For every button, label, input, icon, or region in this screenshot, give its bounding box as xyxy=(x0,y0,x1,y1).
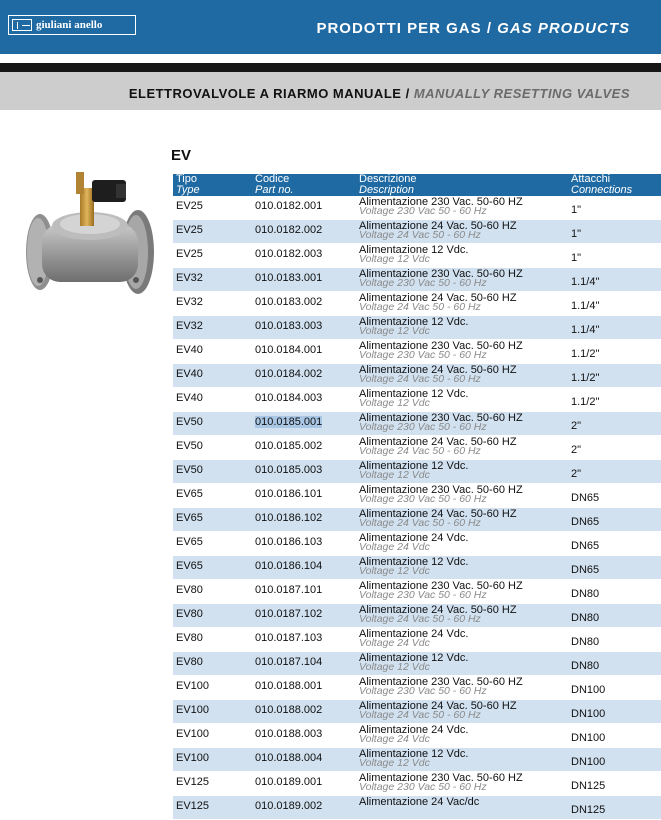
cell-type-text: EV50 xyxy=(176,464,203,476)
cell-connections-text: 1" xyxy=(571,204,582,216)
product-table xyxy=(173,174,661,820)
cell-code-text: 010.0187.104 xyxy=(255,656,323,668)
cell-connections xyxy=(571,564,599,576)
description-en: Voltage 24 Vdc xyxy=(359,637,430,649)
page-title-it: PRODOTTI PER GAS xyxy=(316,20,482,37)
description-it: Alimentazione 24 Vdc. xyxy=(359,628,469,640)
cell-type-text: EV25 xyxy=(176,224,203,236)
section-title: EV xyxy=(171,147,192,164)
cell-code-text: 010.0188.001 xyxy=(255,680,323,692)
description-en: Voltage 24 Vac 50 - 60 Hz xyxy=(359,517,481,529)
cell-description xyxy=(359,222,517,240)
cell-type-text: EV40 xyxy=(176,344,203,356)
cell-connections-text: DN65 xyxy=(571,540,600,552)
cell-description xyxy=(359,198,523,216)
table-row[interactable] xyxy=(173,700,661,724)
cell-connections xyxy=(571,780,605,792)
description-it: Alimentazione 12 Vdc. xyxy=(359,316,469,328)
cell-type xyxy=(176,608,203,620)
description-it: Alimentazione 24 Vac. 50-60 HZ xyxy=(359,220,517,232)
brand-logo-icon xyxy=(12,19,32,31)
cell-connections xyxy=(571,300,599,312)
description-it: Alimentazione 12 Vdc. xyxy=(359,748,469,760)
cell-code-text: 010.0188.002 xyxy=(255,704,323,716)
cell-code-text: 010.0182.003 xyxy=(255,248,323,260)
cell-connections-text: DN65 xyxy=(571,492,600,504)
cell-connections-text: 2" xyxy=(571,444,582,456)
cell-connections xyxy=(571,204,581,216)
header-divider xyxy=(0,63,661,72)
cell-connections xyxy=(571,276,599,288)
cell-code-text: 010.0185.003 xyxy=(255,464,323,476)
cell-code-text: 010.0188.003 xyxy=(255,728,323,740)
description-en: Voltage 230 Vac 50 - 60 Hz xyxy=(359,349,487,361)
cell-connections-text: DN80 xyxy=(571,612,600,624)
cell-type xyxy=(176,488,203,500)
cell-type-text: EV65 xyxy=(176,536,203,548)
cell-connections-text: DN80 xyxy=(571,588,600,600)
cell-connections xyxy=(571,540,599,552)
col-header-type-en: Type xyxy=(176,184,200,196)
col-header-connections xyxy=(571,174,632,196)
cell-type-text: EV40 xyxy=(176,368,203,380)
cell-type-text: EV100 xyxy=(176,752,210,764)
description-en: Voltage 12 Vdc xyxy=(359,661,430,673)
cell-code xyxy=(255,488,322,500)
subheader-title xyxy=(129,86,630,101)
cell-type-text: EV80 xyxy=(176,608,203,620)
cell-description xyxy=(359,318,468,336)
cell-code xyxy=(255,200,322,212)
cell-connections xyxy=(571,732,605,744)
cell-code xyxy=(255,320,322,332)
subheader-title-it: ELETTROVALVOLE A RIARMO MANUALE xyxy=(128,86,402,101)
cell-description xyxy=(359,654,468,672)
description-it: Alimentazione 24 Vac. 50-60 HZ xyxy=(359,604,517,616)
cell-type xyxy=(176,536,203,548)
cell-code-text: 010.0183.003 xyxy=(255,320,323,332)
cell-description xyxy=(359,774,523,792)
cell-connections-text: 1.1/2" xyxy=(571,372,600,384)
brand-name: giuliani anello xyxy=(36,19,103,31)
description-it: Alimentazione 230 Vac. 50-60 HZ xyxy=(359,772,523,784)
table-row[interactable] xyxy=(173,628,661,652)
cell-connections-text: 2" xyxy=(571,468,582,480)
cell-type-text: EV40 xyxy=(176,392,203,404)
cell-type-text: EV25 xyxy=(176,200,203,212)
description-en: Voltage 24 Vac 50 - 60 Hz xyxy=(359,229,481,241)
description-it: Alimentazione 12 Vdc. xyxy=(359,652,469,664)
col-header-code-en: Part no. xyxy=(255,184,294,196)
cell-description xyxy=(359,702,517,720)
cell-description xyxy=(359,462,468,480)
description-it: Alimentazione 24 Vdc. xyxy=(359,532,469,544)
page-title xyxy=(316,20,630,37)
cell-connections-text: DN125 xyxy=(571,804,606,816)
col-header-code-it: Codice xyxy=(255,173,290,185)
cell-connections-text: DN80 xyxy=(571,660,600,672)
cell-type xyxy=(176,512,203,524)
cell-type-text: EV50 xyxy=(176,416,203,428)
cell-code xyxy=(255,680,322,692)
cell-connections xyxy=(571,324,599,336)
description-it: Alimentazione 12 Vdc. xyxy=(359,556,469,568)
description-en: Voltage 12 Vdc xyxy=(359,757,430,769)
brand-logo[interactable] xyxy=(8,15,136,35)
cell-type xyxy=(176,704,209,716)
cell-type xyxy=(176,296,203,308)
table-row[interactable] xyxy=(173,340,661,364)
cell-code-text: 010.0187.101 xyxy=(255,584,323,596)
description-en: Voltage 12 Vdc xyxy=(359,565,430,577)
cell-description xyxy=(359,558,468,576)
cell-description xyxy=(359,798,479,807)
col-header-description-it: Descrizione xyxy=(359,173,417,185)
cell-connections xyxy=(571,252,581,264)
col-header-description xyxy=(359,174,416,196)
cell-type xyxy=(176,752,209,764)
table-row[interactable] xyxy=(173,556,661,580)
description-en: Voltage 230 Vac 50 - 60 Hz xyxy=(359,421,487,433)
cell-code-text: 010.0187.103 xyxy=(255,632,323,644)
cell-connections xyxy=(571,708,605,720)
cell-type xyxy=(176,464,203,476)
cell-type-text: EV80 xyxy=(176,632,203,644)
cell-description xyxy=(359,750,468,768)
description-it: Alimentazione 12 Vdc. xyxy=(359,244,469,256)
cell-type xyxy=(176,344,203,356)
cell-connections-text: DN125 xyxy=(571,780,606,792)
table-row[interactable] xyxy=(173,460,661,484)
cell-description xyxy=(359,630,468,648)
cell-description xyxy=(359,486,523,504)
description-it: Alimentazione 230 Vac. 50-60 HZ xyxy=(359,484,523,496)
cell-code-text: 010.0185.001 xyxy=(255,416,323,428)
cell-connections-text: 1.1/2" xyxy=(571,348,600,360)
cell-connections-text: DN100 xyxy=(571,708,606,720)
cell-type xyxy=(176,368,203,380)
description-it: Alimentazione 24 Vac. 50-60 HZ xyxy=(359,508,517,520)
cell-description xyxy=(359,342,523,360)
cell-code xyxy=(255,632,322,644)
description-it: Alimentazione 230 Vac. 50-60 HZ xyxy=(359,196,523,208)
cell-connections xyxy=(571,492,599,504)
cell-code-text: 010.0184.001 xyxy=(255,344,323,356)
cell-connections-text: 2" xyxy=(571,420,582,432)
subheader-separator: / xyxy=(405,86,410,101)
table-row[interactable] xyxy=(173,316,661,340)
cell-code xyxy=(255,656,322,668)
description-it: Alimentazione 230 Vac. 50-60 HZ xyxy=(359,412,523,424)
cell-code xyxy=(255,752,322,764)
cell-code-text: 010.0184.002 xyxy=(255,368,323,380)
cell-type-text: EV80 xyxy=(176,584,203,596)
description-en: Voltage 24 Vac 50 - 60 Hz xyxy=(359,709,481,721)
table-row[interactable] xyxy=(173,244,661,268)
cell-connections xyxy=(571,468,581,480)
cell-type xyxy=(176,584,203,596)
description-en: Voltage 24 Vac 50 - 60 Hz xyxy=(359,301,481,313)
cell-description xyxy=(359,534,468,552)
cell-connections xyxy=(571,684,605,696)
table-row[interactable] xyxy=(173,772,661,796)
table-header xyxy=(173,174,661,196)
description-it: Alimentazione 230 Vac. 50-60 HZ xyxy=(359,676,523,688)
table-row[interactable] xyxy=(173,796,661,820)
col-header-type xyxy=(176,174,200,196)
description-it: Alimentazione 12 Vdc. xyxy=(359,460,469,472)
table-row[interactable] xyxy=(173,532,661,556)
cell-code xyxy=(255,368,322,380)
cell-code-text: 010.0182.002 xyxy=(255,224,323,236)
cell-connections-text: 1" xyxy=(571,228,582,240)
cell-code xyxy=(255,464,322,476)
cell-connections-text: DN65 xyxy=(571,516,600,528)
cell-code-text: 010.0182.001 xyxy=(255,200,323,212)
cell-connections xyxy=(571,372,599,384)
description-it: Alimentazione 24 Vdc. xyxy=(359,724,469,736)
cell-type-text: EV125 xyxy=(176,800,210,812)
cell-code xyxy=(255,224,322,236)
description-it: Alimentazione 230 Vac. 50-60 HZ xyxy=(359,268,523,280)
cell-code xyxy=(255,416,322,428)
table-row[interactable] xyxy=(173,436,661,460)
cell-type-text: EV25 xyxy=(176,248,203,260)
cell-connections-text: DN65 xyxy=(571,564,600,576)
col-header-type-it: Tipo xyxy=(176,173,197,185)
cell-description xyxy=(359,678,523,696)
cell-code-text: 010.0187.102 xyxy=(255,608,323,620)
cell-code-text: 010.0183.001 xyxy=(255,272,323,284)
cell-connections-text: DN100 xyxy=(571,756,606,768)
cell-code xyxy=(255,728,322,740)
cell-description xyxy=(359,390,468,408)
description-en: Voltage 24 Vdc xyxy=(359,541,430,553)
cell-type xyxy=(176,440,203,452)
cell-connections xyxy=(571,588,599,600)
table-row[interactable] xyxy=(173,652,661,676)
cell-connections xyxy=(571,756,605,768)
cell-code xyxy=(255,776,322,788)
page-title-en: GAS PRODUCTS xyxy=(497,20,630,37)
cell-description xyxy=(359,366,517,384)
description-en: Voltage 230 Vac 50 - 60 Hz xyxy=(359,685,487,697)
cell-code xyxy=(255,512,322,524)
cell-type xyxy=(176,776,209,788)
cell-type-text: EV100 xyxy=(176,680,210,692)
cell-code-text: 010.0186.103 xyxy=(255,536,323,548)
cell-type xyxy=(176,680,209,692)
valve-product-photo xyxy=(18,160,160,306)
cell-type-text: EV100 xyxy=(176,728,210,740)
table-row[interactable] xyxy=(173,748,661,772)
cell-type xyxy=(176,272,203,284)
cell-description xyxy=(359,294,517,312)
cell-code-text: 010.0186.104 xyxy=(255,560,323,572)
cell-code xyxy=(255,608,322,620)
cell-code-text: 010.0185.002 xyxy=(255,440,323,452)
cell-type xyxy=(176,416,203,428)
subheader-title-en: MANUALLY RESETTING VALVES xyxy=(413,86,630,101)
cell-type-text: EV65 xyxy=(176,560,203,572)
cell-connections xyxy=(571,660,599,672)
table-row[interactable] xyxy=(173,580,661,604)
description-en: Voltage 230 Vac 50 - 60 Hz xyxy=(359,493,487,505)
table-body xyxy=(173,196,661,820)
cell-description xyxy=(359,582,523,600)
description-en: Voltage 12 Vdc xyxy=(359,253,430,265)
cell-type-text: EV100 xyxy=(176,704,210,716)
cell-connections-text: 1" xyxy=(571,252,582,264)
cell-connections xyxy=(571,348,599,360)
cell-code xyxy=(255,584,322,596)
cell-connections xyxy=(571,612,599,624)
cell-type-text: EV32 xyxy=(176,272,203,284)
col-header-connections-en: Connections xyxy=(571,184,633,196)
description-it: Alimentazione 24 Vac/dc xyxy=(359,796,480,808)
table-row[interactable] xyxy=(173,220,661,244)
cell-description xyxy=(359,246,468,264)
cell-code-text: 010.0188.004 xyxy=(255,752,323,764)
description-en: Voltage 12 Vdc xyxy=(359,325,430,337)
description-en: Voltage 12 Vdc xyxy=(359,469,430,481)
cell-connections xyxy=(571,516,599,528)
page-title-separator: / xyxy=(486,20,492,37)
table-row[interactable] xyxy=(173,412,661,436)
cell-code xyxy=(255,392,322,404)
description-it: Alimentazione 230 Vac. 50-60 HZ xyxy=(359,340,523,352)
cell-connections xyxy=(571,444,581,456)
cell-code-text: 010.0184.003 xyxy=(255,392,323,404)
table-row[interactable] xyxy=(173,268,661,292)
description-it: Alimentazione 24 Vac. 50-60 HZ xyxy=(359,292,517,304)
cell-code xyxy=(255,704,322,716)
cell-description xyxy=(359,270,523,288)
cell-connections xyxy=(571,420,581,432)
cell-connections xyxy=(571,636,599,648)
cell-connections-text: 1.1/2" xyxy=(571,396,600,408)
description-en: Voltage 24 Vac 50 - 60 Hz xyxy=(359,373,481,385)
cell-code xyxy=(255,560,322,572)
table-row[interactable] xyxy=(173,724,661,748)
table-row[interactable] xyxy=(173,604,661,628)
cell-connections-text: DN100 xyxy=(571,684,606,696)
cell-connections xyxy=(571,228,581,240)
description-it: Alimentazione 24 Vac. 50-60 HZ xyxy=(359,700,517,712)
cell-connections-text: DN80 xyxy=(571,636,600,648)
cell-code xyxy=(255,248,322,260)
cell-description xyxy=(359,414,523,432)
cell-type-text: EV32 xyxy=(176,320,203,332)
description-it: Alimentazione 12 Vdc. xyxy=(359,388,469,400)
cell-connections xyxy=(571,804,605,816)
cell-type xyxy=(176,632,203,644)
cell-type xyxy=(176,392,203,404)
cell-type xyxy=(176,560,203,572)
cell-code-text: 010.0186.101 xyxy=(255,488,323,500)
cell-code xyxy=(255,296,322,308)
cell-type xyxy=(176,656,203,668)
cell-type-text: EV50 xyxy=(176,440,203,452)
description-en: Voltage 24 Vac 50 - 60 Hz xyxy=(359,613,481,625)
description-it: Alimentazione 24 Vac. 50-60 HZ xyxy=(359,364,517,376)
cell-connections-text: 1.1/4" xyxy=(571,324,600,336)
table-row[interactable] xyxy=(173,508,661,532)
cell-code xyxy=(255,536,322,548)
col-header-code xyxy=(255,174,294,196)
cell-description xyxy=(359,510,517,528)
cell-connections xyxy=(571,396,599,408)
cell-type-text: EV80 xyxy=(176,656,203,668)
table-row[interactable] xyxy=(173,676,661,700)
cell-code-text: 010.0189.001 xyxy=(255,776,323,788)
description-en: Voltage 24 Vdc xyxy=(359,733,430,745)
cell-code-text: 010.0186.102 xyxy=(255,512,323,524)
table-row[interactable] xyxy=(173,196,661,220)
description-en: Voltage 230 Vac 50 - 60 Hz xyxy=(359,277,487,289)
cell-connections-text: DN100 xyxy=(571,732,606,744)
cell-type xyxy=(176,200,203,212)
cell-code-text: 010.0183.002 xyxy=(255,296,323,308)
description-en: Voltage 230 Vac 50 - 60 Hz xyxy=(359,589,487,601)
col-header-description-en: Description xyxy=(359,184,415,196)
description-it: Alimentazione 24 Vac. 50-60 HZ xyxy=(359,436,517,448)
cell-description xyxy=(359,726,468,744)
cell-type xyxy=(176,248,203,260)
table-row[interactable] xyxy=(173,388,661,412)
cell-type-text: EV32 xyxy=(176,296,203,308)
description-en: Voltage 24 Vac 50 - 60 Hz xyxy=(359,445,481,457)
cell-type xyxy=(176,224,203,236)
table-row[interactable] xyxy=(173,484,661,508)
cell-code-text: 010.0189.002 xyxy=(255,800,323,812)
table-row[interactable] xyxy=(173,364,661,388)
col-header-connections-it: Attacchi xyxy=(571,173,611,185)
cell-code xyxy=(255,344,322,356)
description-en: Voltage 230 Vac 50 - 60 Hz xyxy=(359,781,487,793)
cell-connections-text: 1.1/4" xyxy=(571,276,600,288)
header-bar xyxy=(0,0,661,54)
cell-connections-text: 1.1/4" xyxy=(571,300,600,312)
table-row[interactable] xyxy=(173,292,661,316)
cell-code xyxy=(255,272,322,284)
description-en: Voltage 12 Vdc xyxy=(359,397,430,409)
description-en: Voltage 230 Vac 50 - 60 Hz xyxy=(359,205,487,217)
cell-type xyxy=(176,728,209,740)
cell-code xyxy=(255,440,322,452)
cell-type xyxy=(176,800,209,812)
cell-type-text: EV65 xyxy=(176,512,203,524)
cell-type-text: EV125 xyxy=(176,776,210,788)
description-it: Alimentazione 230 Vac. 50-60 HZ xyxy=(359,580,523,592)
cell-description xyxy=(359,438,517,456)
cell-code xyxy=(255,800,322,812)
cell-description xyxy=(359,606,517,624)
cell-type xyxy=(176,320,203,332)
cell-type-text: EV65 xyxy=(176,488,203,500)
